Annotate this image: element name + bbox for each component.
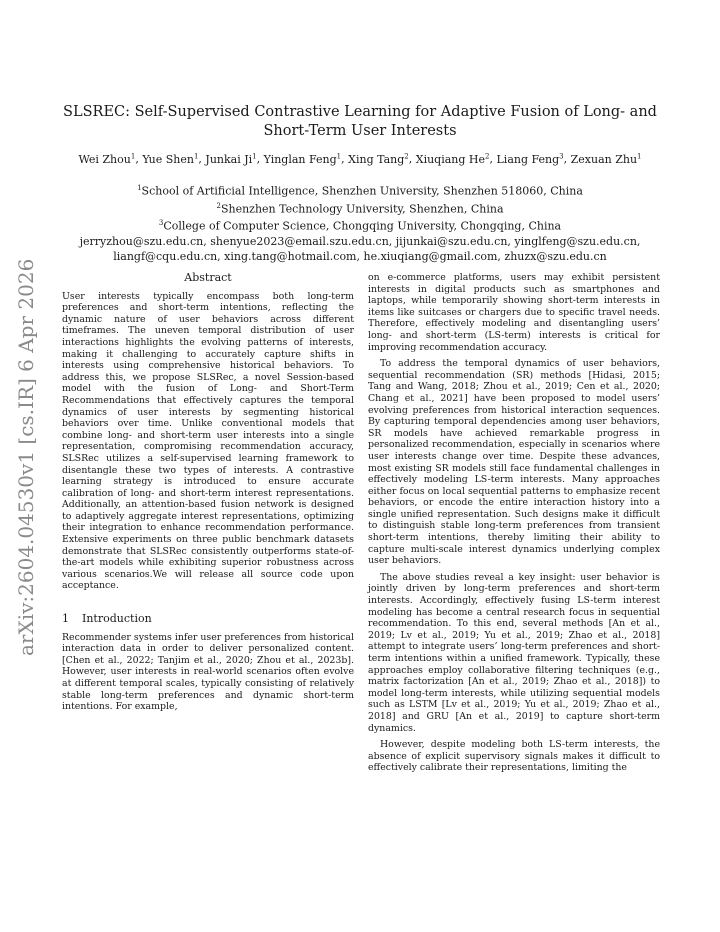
paper-title: SLSREC: Self-Supervised Contrastive Learning for Adaptive Fusion of Long- and Short-Term User Interests: [63, 104, 657, 139]
author-list: Wei Zhou$^1$, Yue Shen$^1$, Junkai Ji$^1$, Yinglan Feng$^1$, Xing Tang$^2$, Xiuqiang He$^2$, Liang Feng$^3$, Zexuan Zhu$^1$: [78, 152, 642, 166]
left-column: [62, 272, 354, 713]
author-emails: jerryzhou@szu.edu.cn, shenyue2023@email.szu.edu.cn, jijunkai@szu.edu.cn, yinglfeng@szu.edu.cn, liangf@cqu.edu.cn, xing.tang@hotmail.com, he.xiuqiang@gmail.com, zhuzx@szu.edu.cn: [79, 234, 641, 263]
body-paragraph: However, despite modeling both LS-term interests, the absence of explicit supervisory signals makes it difficult to effectively calibrate their representations, limiting the: [368, 739, 660, 774]
author: Xing Tang$^2$: [348, 152, 409, 166]
section-heading-introduction: [62, 613, 354, 625]
section-title: Introduction: [82, 612, 152, 626]
author: Xiuqiang He$^2$: [415, 152, 490, 166]
body-paragraph: on e-commerce platforms, users may exhibit persistent interests in digital products such as smartphones and laptops, while temporarily showing short-term interests in items like suitcases or chargers due to specific travel needs. Therefore, effectively modeling and disentangling users’ long- and short-term (LS-term) interests is critical for improving recommendation accuracy.: [368, 272, 660, 353]
introduction-paragraph: Recommender systems infer user preferences from historical interaction data in order to deliver personalized content. [Chen et al., 2022; Tanjim et al., 2020; Zhou et al., 2023b]. However, user interests in real-world scenarios often evolve at different temporal scales, typically consisting of relatively stable long-term preferences and dynamic short-term intentions. For example,: [62, 631, 354, 713]
author: Liang Feng$^3$: [496, 152, 564, 166]
author: Junkai Ji$^1$: [205, 152, 257, 166]
affiliation-block: [50, 181, 670, 264]
section-number: 1: [62, 612, 69, 626]
affiliation: $^2$Shenzhen Technology University, Shenzhen, China: [216, 201, 504, 216]
author: Wei Zhou$^1$: [78, 152, 136, 166]
author: Zexuan Zhu$^1$: [570, 152, 642, 166]
body-paragraph: To address the temporal dynamics of user behaviors, sequential recommendation (SR) methods [Hidasi, 2015; Tang and Wang, 2018; Zhou et al., 2019; Cen et al., 2020; Chang et al., 2021] have been proposed to model users’ evolving preferences from historical interaction sequences. By capturing temporal dependencies among user behaviors, SR models have achieved remarkable progress in personalized recommendation, especially in scenarios where user interests change over time. Despite these advances, most existing SR models still face fundamental challenges in effectively modeling LS-term interests. Many approaches either focus on local sequential patterns to emphasize recent behaviors, or encode the entire interaction history into a single unified representation. Such designs make it difficult to distinguish stable long-term preferences from transient short-term intentions, thereby limiting their ability to capture multi-scale interest dynamics underlying complex user behaviors.: [368, 358, 660, 567]
author: Yinglan Feng$^1$: [263, 152, 342, 166]
arxiv-stamp-text: arXiv:2604.04530v1 [cs.IR] 6 Apr 2026: [14, 258, 38, 656]
body-paragraph: The above studies reveal a key insight: user behavior is jointly driven by long-term preferences and short-term interests. Accordingly, effectively fusing LS-term interest modeling has become a central research focus in sequential recommendation. To this end, several methods [An et al., 2019; Lv et al., 2019; Yu et al., 2019; Zhao et al., 2018] attempt to integrate users’ long-term preferences and short-term intentions within a unified framework. Typically, these approaches employ collaborative filtering techniques (e.g., matrix factorization [An et al., 2019; Zhao et al., 2018]) to model long-term interests, while utilizing sequential models such as LSTM [Lv et al., 2019; Yu et al., 2019; Zhao et al., 2018] and GRU [An et al., 2019] to capture short-term dynamics.: [368, 571, 660, 734]
right-column: [368, 272, 660, 774]
affiliation: $^1$School of Artificial Intelligence, Shenzhen University, Shenzhen 518060, China: [137, 184, 583, 198]
abstract-heading: Abstract: [184, 271, 232, 284]
affiliation: $^3$College of Computer Science, Chongqing University, Chongqing, China: [158, 219, 562, 233]
arxiv-stamp: [8, 258, 44, 656]
author: Yue Shen$^1$: [142, 152, 199, 166]
abstract-body: User interests typically encompass both long-term preferences and short-term intentions, reflecting the dynamic nature of user behaviors across different timeframes. The uneven temporal distribution of user interactions highlights the evolving patterns of interests, making it challenging to accurately capture shifts in interests using comprehensive historical behaviors. To address this, we propose SLSRec, a novel Session-based model with the fusion of Long- and Short-Term Recommendations that effectively captures the temporal dynamics of user interests by segmenting historical behaviors over time. Unlike conventional models that combine long- and short-term user interests into a single representation, compromising recommendation accuracy, SLSRec utilizes a self-supervised learning framework to disentangle these two types of interests. A contrastive learning strategy is introduced to ensure accurate calibration of long- and short-term interest representations. Additionally, an attention-based fusion network is designed to adaptively aggregate interest representations, optimizing their integration to enhance recommendation performance. Extensive experiments on three public benchmark datasets demonstrate that SLSRec consistently outperforms state-of-the-art models while exhibiting superior robustness across various scenarios.We will release all source code upon acceptance.: [62, 290, 354, 592]
